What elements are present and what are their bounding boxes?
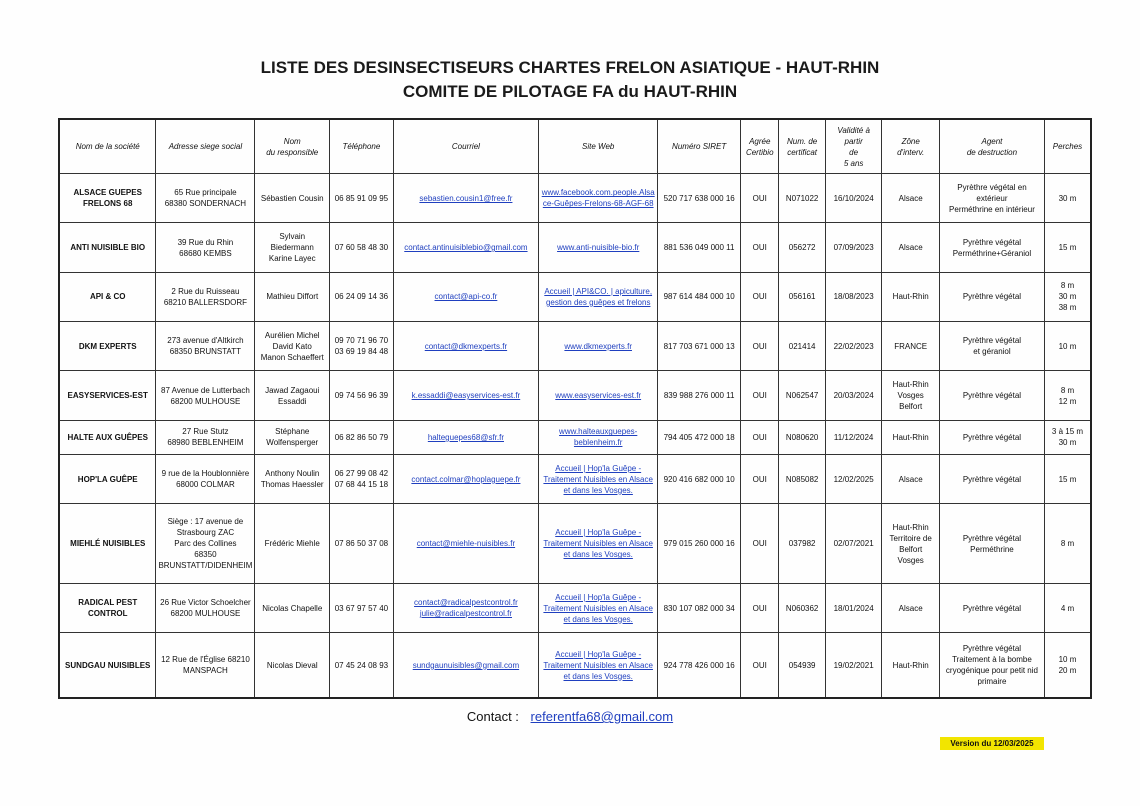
cell-telephone: 07 60 58 48 30: [330, 223, 394, 272]
cell-agent: Pyrèthre végétal Perméthrine: [939, 504, 1044, 584]
cell-certibio: OUI: [741, 174, 779, 223]
cell-perches: 8 m 12 m: [1044, 371, 1091, 420]
col-header-certibio: Agrée Certibio: [741, 119, 779, 174]
cell-siret: 794 405 472 000 18: [658, 420, 741, 454]
cell-zone: Haut-Rhin Vosges Belfort: [882, 371, 940, 420]
cell-societe: MIEHLÉ NUISIBLES: [59, 504, 156, 584]
cell-siret: 979 015 260 000 16: [658, 504, 741, 584]
cell-societe: API & CO: [59, 272, 156, 321]
cell-societe: RADICAL PEST CONTROL: [59, 583, 156, 632]
cell-siret: 881 536 049 000 11: [658, 223, 741, 272]
cell-telephone: 09 70 71 96 70 03 69 19 84 48: [330, 322, 394, 371]
table-row: [59, 583, 1091, 632]
cell-site-link[interactable]: www.facebook.com.people.Alsa ce-Guêpes-Frelons-68-AGF-68: [541, 188, 655, 209]
cell-validite: 20/03/2024: [825, 371, 882, 420]
col-header-responsable: Nom du responsible: [255, 119, 330, 174]
cell-adresse: 87 Avenue de Lutterbach 68200 MULHOUSE: [156, 371, 255, 420]
cell-societe: ALSACE GUEPES FRELONS 68: [59, 174, 156, 223]
cell-courriel: [393, 504, 538, 584]
table-row: [59, 322, 1091, 371]
cell-responsable: Mathieu Diffort: [255, 272, 330, 321]
cell-certificat: N080620: [779, 420, 825, 454]
cell-agent: Pyrèthre végétal: [939, 455, 1044, 504]
cell-siret: 817 703 671 000 13: [658, 322, 741, 371]
cell-siret: 920 416 682 000 10: [658, 455, 741, 504]
desinsectiseurs-table: [58, 118, 1092, 699]
cell-societe: ANTI NUISIBLE BIO: [59, 223, 156, 272]
cell-perches: 10 m: [1044, 322, 1091, 371]
cell-agent: Pyrèthre végétal: [939, 272, 1044, 321]
cell-courriel-link[interactable]: contact@radicalpestcontrol.fr julie@radicalpestcontrol.fr: [414, 598, 518, 619]
cell-perches: 30 m: [1044, 174, 1091, 223]
cell-validite: 19/02/2021: [825, 633, 882, 698]
cell-site-link[interactable]: Accueil | Hop'la Guêpe - Traitement Nuisibles en Alsace et dans les Vosges.: [543, 528, 653, 560]
cell-agent: Pyrèthre végétal et géraniol: [939, 322, 1044, 371]
cell-responsable: Frédéric Miehle: [255, 504, 330, 584]
cell-perches: 8 m 30 m 38 m: [1044, 272, 1091, 321]
cell-perches: 3 à 15 m 30 m: [1044, 420, 1091, 454]
cell-validite: 12/02/2025: [825, 455, 882, 504]
cell-site: [539, 371, 658, 420]
version-badge: Version du 12/03/2025: [940, 737, 1044, 750]
col-header-adresse: Adresse siege social: [156, 119, 255, 174]
cell-certibio: OUI: [741, 455, 779, 504]
cell-courriel-link[interactable]: sundgaunuisibles@gmail.com: [412, 660, 520, 670]
cell-courriel-link[interactable]: halteguepes68@sfr.fr: [427, 432, 504, 442]
cell-site: [539, 174, 658, 223]
cell-site: [539, 633, 658, 698]
table-row: [59, 223, 1091, 272]
cell-courriel: [393, 174, 538, 223]
cell-adresse: 273 avenue d'Altkirch 68350 BRUNSTATT: [156, 322, 255, 371]
cell-adresse: 26 Rue Victor Schoelcher 68200 MULHOUSE: [156, 583, 255, 632]
cell-validite: 07/09/2023: [825, 223, 882, 272]
cell-courriel-link[interactable]: contact@dkmexperts.fr: [424, 341, 508, 351]
cell-agent: Pyrèthre végétal Perméthrine+Géraniol: [939, 223, 1044, 272]
cell-site-link[interactable]: www.easyservices-est.fr: [555, 391, 642, 401]
cell-courriel: [393, 455, 538, 504]
page-subtitle: COMITE DE PILOTAGE FA du HAUT-RHIN: [402, 82, 738, 101]
col-header-telephone: Téléphone: [330, 119, 394, 174]
cell-certibio: OUI: [741, 583, 779, 632]
cell-agent: Pyrèthre végétal Traitement à la bombe cryogénique pour petit nid primaire: [939, 633, 1044, 698]
cell-validite: 16/10/2024: [825, 174, 882, 223]
cell-certificat: N060362: [779, 583, 825, 632]
cell-agent: Pyrèthre végétal: [939, 371, 1044, 420]
cell-siret: 987 614 484 000 10: [658, 272, 741, 321]
cell-zone: FRANCE: [882, 322, 940, 371]
cell-validite: 11/12/2024: [825, 420, 882, 454]
cell-adresse: 39 Rue du Rhin 68680 KEMBS: [156, 223, 255, 272]
table-row: [59, 174, 1091, 223]
cell-zone: Haut-Rhin Territoire de Belfort Vosges: [882, 504, 940, 584]
cell-site-link[interactable]: www.dkmexperts.fr: [564, 341, 632, 351]
cell-telephone: 06 82 86 50 79: [330, 420, 394, 454]
cell-siret: 924 778 426 000 16: [658, 633, 741, 698]
cell-certificat: 037982: [779, 504, 825, 584]
cell-site-link[interactable]: Accueil | API&CO. | apiculture, gestion des guêpes et frelons: [544, 286, 653, 307]
cell-courriel: [393, 583, 538, 632]
cell-courriel-link[interactable]: sebastien.cousin1@free.fr: [419, 193, 513, 203]
cell-responsable: Stéphane Wolfensperger: [255, 420, 330, 454]
cell-perches: 15 m: [1044, 223, 1091, 272]
cell-courriel: [393, 322, 538, 371]
cell-courriel-link[interactable]: contact.colmar@hoplaguepe.fr: [411, 474, 521, 484]
col-header-certificat: Num. de certificat: [779, 119, 825, 174]
cell-telephone: 07 86 50 37 08: [330, 504, 394, 584]
cell-courriel-link[interactable]: contact@miehle-nuisibles.fr: [416, 539, 516, 549]
cell-zone: Alsace: [882, 223, 940, 272]
cell-certibio: OUI: [741, 504, 779, 584]
cell-adresse: 65 Rue principale 68380 SONDERNACH: [156, 174, 255, 223]
col-header-site: Site Web: [539, 119, 658, 174]
cell-certibio: OUI: [741, 272, 779, 321]
cell-site-link[interactable]: Accueil | Hop'la Guêpe - Traitement Nuisibles en Alsace et dans les Vosges.: [543, 649, 653, 681]
cell-telephone: 03 67 97 57 40: [330, 583, 394, 632]
cell-site: [539, 504, 658, 584]
cell-certibio: OUI: [741, 371, 779, 420]
table-row: [59, 504, 1091, 584]
contact-label: Contact :: [466, 709, 519, 724]
cell-courriel: [393, 420, 538, 454]
col-header-courriel: Courriel: [393, 119, 538, 174]
col-header-societe: Nom de la société: [59, 119, 156, 174]
cell-site-link[interactable]: www.halteauxguepes- beblenheim.fr: [559, 427, 638, 448]
cell-certibio: OUI: [741, 633, 779, 698]
cell-societe: DKM EXPERTS: [59, 322, 156, 371]
cell-adresse: Siège : 17 avenue de Strasbourg ZAC Parc des Collines 68350 BRUNSTATT/DIDENHEIM: [156, 504, 255, 584]
cell-adresse: 9 rue de la Houblonnière 68000 COLMAR: [156, 455, 255, 504]
cell-agent: Pyrèthre végétal: [939, 583, 1044, 632]
cell-site-link[interactable]: Accueil | Hop'la Guêpe - Traitement Nuisibles en Alsace et dans les Vosges.: [543, 463, 653, 495]
cell-adresse: 27 Rue Stutz 68980 BEBLENHEIM: [156, 420, 255, 454]
cell-certibio: OUI: [741, 322, 779, 371]
cell-site: [539, 272, 658, 321]
cell-zone: Alsace: [882, 455, 940, 504]
cell-certificat: 056272: [779, 223, 825, 272]
cell-site: [539, 322, 658, 371]
col-header-validite: Validité à partir de 5 ans: [825, 119, 882, 174]
cell-agent: Pyrèthre végétal en extérieur Perméthrine en intérieur: [939, 174, 1044, 223]
cell-certibio: OUI: [741, 223, 779, 272]
cell-societe: EASYSERVICES-EST: [59, 371, 156, 420]
table-row: [59, 420, 1091, 454]
cell-courriel-link[interactable]: contact@api-co.fr: [434, 292, 498, 302]
cell-courriel: [393, 272, 538, 321]
cell-responsable: Jawad Zagaoui Essaddi: [255, 371, 330, 420]
cell-site: [539, 223, 658, 272]
cell-courriel: [393, 223, 538, 272]
cell-zone: Alsace: [882, 583, 940, 632]
cell-certificat: 056161: [779, 272, 825, 321]
cell-site: [539, 420, 658, 454]
col-header-perches: Perches: [1044, 119, 1091, 174]
cell-societe: HALTE AUX GUÊPES: [59, 420, 156, 454]
cell-responsable: Nicolas Dieval: [255, 633, 330, 698]
cell-validite: 02/07/2021: [825, 504, 882, 584]
cell-courriel: [393, 371, 538, 420]
cell-zone: Alsace: [882, 174, 940, 223]
cell-telephone: 06 27 99 08 42 07 68 44 15 18: [330, 455, 394, 504]
col-header-zone: Zône d'interv.: [882, 119, 940, 174]
cell-zone: Haut-Rhin: [882, 420, 940, 454]
page-title: LISTE DES DESINSECTISEURS CHARTES FRELON ASIATIQUE - HAUT-RHIN: [260, 58, 880, 77]
cell-site-link[interactable]: Accueil | Hop'la Guêpe - Traitement Nuisibles en Alsace et dans les Vosges.: [543, 592, 653, 624]
cell-zone: Haut-Rhin: [882, 272, 940, 321]
cell-perches: 4 m: [1044, 583, 1091, 632]
col-header-agent: Agent de destruction: [939, 119, 1044, 174]
cell-certificat: 021414: [779, 322, 825, 371]
cell-responsable: Anthony Noulin Thomas Haessler: [255, 455, 330, 504]
cell-siret: 830 107 082 000 34: [658, 583, 741, 632]
cell-siret: 839 988 276 000 11: [658, 371, 741, 420]
table-header-row: [59, 119, 1091, 174]
cell-validite: 22/02/2023: [825, 322, 882, 371]
cell-certibio: OUI: [741, 420, 779, 454]
cell-site: [539, 455, 658, 504]
contact-line: [0, 709, 1140, 724]
cell-validite: 18/08/2023: [825, 272, 882, 321]
col-header-siret: Numéro SIRET: [658, 119, 741, 174]
cell-societe: SUNDGAU NUISIBLES: [59, 633, 156, 698]
cell-adresse: 12 Rue de l'Église 68210 MANSPACH: [156, 633, 255, 698]
cell-site: [539, 583, 658, 632]
cell-perches: 10 m 20 m: [1044, 633, 1091, 698]
contact-email-link[interactable]: referentfa68@gmail.com: [530, 709, 674, 724]
cell-perches: 15 m: [1044, 455, 1091, 504]
cell-telephone: 06 85 91 09 95: [330, 174, 394, 223]
cell-responsable: Aurélien Michel David Kato Manon Schaeffert: [255, 322, 330, 371]
cell-responsable: Sébastien Cousin: [255, 174, 330, 223]
cell-certificat: N085082: [779, 455, 825, 504]
cell-responsable: Sylvain Biedermann Karine Layec: [255, 223, 330, 272]
cell-siret: 520 717 638 000 16: [658, 174, 741, 223]
table-row: [59, 371, 1091, 420]
cell-telephone: 06 24 09 14 36: [330, 272, 394, 321]
cell-adresse: 2 Rue du Ruisseau 68210 BALLERSDORF: [156, 272, 255, 321]
cell-societe: HOP'LA GUÊPE: [59, 455, 156, 504]
table-row: [59, 455, 1091, 504]
cell-certificat: 054939: [779, 633, 825, 698]
cell-telephone: 07 45 24 08 93: [330, 633, 394, 698]
cell-validite: 18/01/2024: [825, 583, 882, 632]
cell-certificat: N062547: [779, 371, 825, 420]
cell-responsable: Nicolas Chapelle: [255, 583, 330, 632]
cell-agent: Pyrèthre végétal: [939, 420, 1044, 454]
cell-certificat: N071022: [779, 174, 825, 223]
cell-telephone: 09 74 56 96 39: [330, 371, 394, 420]
table-row: [59, 272, 1091, 321]
cell-courriel-link[interactable]: k.essaddi@easyservices-est.fr: [411, 391, 521, 401]
cell-site-link[interactable]: www.anti-nuisible-bio.fr: [557, 243, 640, 253]
cell-courriel: [393, 633, 538, 698]
cell-perches: 8 m: [1044, 504, 1091, 584]
table-row: [59, 633, 1091, 698]
cell-courriel-link[interactable]: contact.antinuisiblebio@gmail.com: [404, 243, 528, 253]
cell-zone: Haut-Rhin: [882, 633, 940, 698]
